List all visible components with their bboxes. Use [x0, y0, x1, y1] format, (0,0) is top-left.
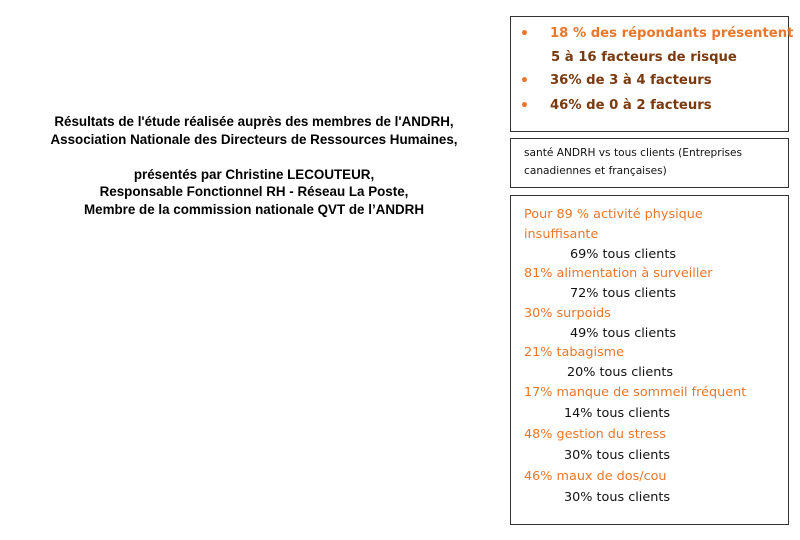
stat-label-smoking: 21% tabagisme [524, 345, 625, 360]
risk-item-1-text: 18 % des répondants présentent [550, 26, 794, 41]
risk-item-2-text: 36% de 3 à 4 facteurs [550, 73, 712, 88]
stat-value-nutrition: 72% tous clients [570, 286, 677, 301]
risk-item-3-text: 46% de 0 à 2 facteurs [550, 98, 712, 113]
stat-value-stress: 30% tous clients [564, 448, 671, 463]
health-stats-box [510, 195, 789, 525]
stat-label-stress: 48% gestion du stress [524, 427, 666, 442]
comparison-caption: santé ANDRH vs tous clients (Entreprises canadiennes et françaises) [524, 147, 743, 177]
bullet-icon: • [520, 73, 529, 89]
intro-line-1: Résultats de l'étude réalisée auprès des membres de l'ANDRH, [54, 114, 454, 129]
stat-label-activity-line2: insuffisante [524, 227, 599, 242]
intro-spacer [8, 148, 500, 166]
stat-label-overweight: 30% surpoids [524, 306, 611, 321]
intro-line-4: Responsable Fonctionnel RH - Réseau La Poste, [99, 184, 409, 199]
intro-line-3: présentés par Christine LECOUTEUR, [133, 166, 375, 182]
stat-value-activity: 69% tous clients [570, 247, 677, 262]
comparison-box [510, 138, 789, 188]
study-intro [8, 113, 500, 218]
bullet-icon: • [520, 26, 529, 42]
stat-value-smoking: 20% tous clients [567, 365, 674, 380]
intro-line-2: Association Nationale des Directeurs de Ressources Humaines, [50, 131, 458, 147]
stat-value-sleep: 14% tous clients [564, 406, 671, 421]
stat-label-activity: Pour 89 % activité physique [524, 207, 703, 222]
stat-value-backpain: 30% tous clients [564, 490, 671, 505]
risk-item-1-subtext: 5 à 16 facteurs de risque [551, 50, 737, 65]
stat-label-nutrition: 81% alimentation à surveiller [524, 266, 713, 281]
intro-line-5: Membre de la commission nationale QVT de l’ANDRH [83, 201, 425, 217]
stat-label-sleep: 17% manque de sommeil fréquent [524, 385, 747, 400]
risk-factors-box [510, 16, 794, 132]
bullet-icon: • [520, 98, 529, 114]
stat-value-overweight: 49% tous clients [570, 326, 677, 341]
stat-label-backpain: 46% maux de dos/cou [524, 469, 667, 484]
